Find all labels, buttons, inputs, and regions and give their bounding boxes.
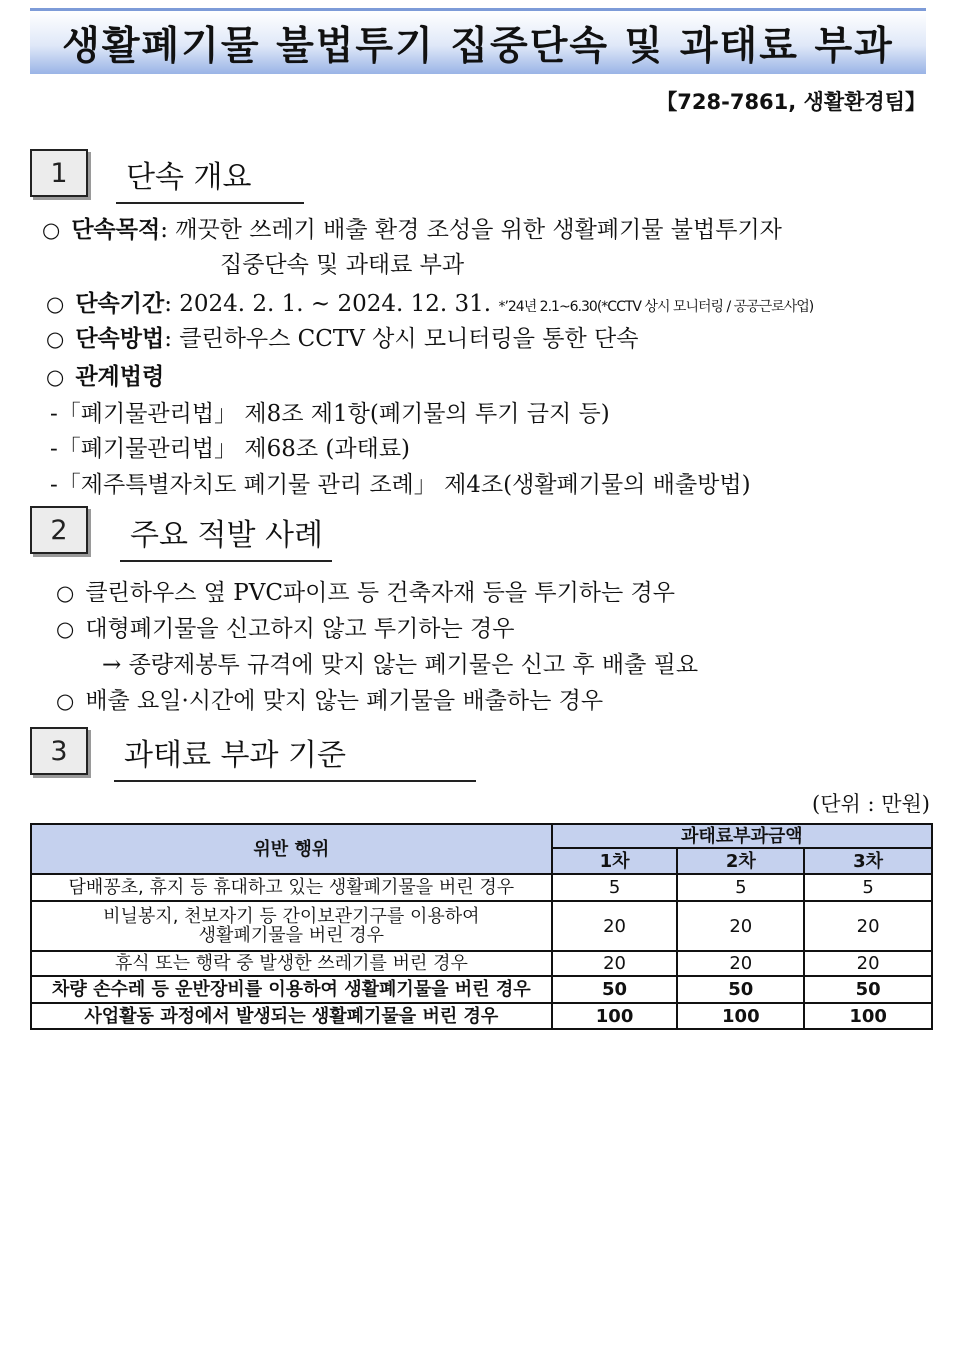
amount-cell: 100 [804,1003,932,1029]
section-3-number: 3 [30,727,88,775]
case-item: ○ 클린하우스 옆 PVC파이프 등 건축자재 등을 투기하는 경우 [56,580,675,606]
circle-bullet-icon: ○ [56,689,75,713]
law-item: -「제주특별자치도 폐기물 관리 조례」 제4조(생활폐기물의 배출방법) [50,472,751,498]
section-2-number: 2 [30,506,88,554]
amount-cell: 5 [677,874,804,901]
period-text: 2024. 2. 1. ~ 2024. 12. 31. [179,291,492,317]
method-label: 단속방법 [75,326,165,352]
law-item: -「폐기물관리법」 제8조 제1항(폐기물의 투기 금지 등) [50,401,610,427]
section-1-heading: 단속 개요 [116,152,304,204]
table-row [31,1003,932,1029]
amount-cell: 20 [804,901,932,951]
case-sub-item: → 종량제봉투 규격에 맞지 않는 폐기물은 신고 후 배출 필요 [102,652,699,678]
circle-bullet-icon: ○ [46,365,65,389]
amount-cell: 20 [552,901,678,951]
header-1st: 1차 [552,848,678,874]
fine-table [30,823,933,1030]
header-2nd: 2차 [677,848,804,874]
method-text: 클린하우스 CCTV 상시 모니터링을 통한 단속 [179,326,639,352]
amount-cell: 5 [804,874,932,901]
purpose-text-cont: 집중단속 및 과태료 부과 [220,252,465,278]
header-violation: 위반 행위 [31,824,552,874]
amount-cell: 100 [552,1003,678,1029]
amount-cell: 20 [552,951,678,976]
amount-cell: 20 [804,951,932,976]
contact-info: 【728-7861, 생활환경팀】 [656,90,926,114]
case-item: ○ 배출 요일·시간에 맞지 않는 폐기물을 배출하는 경우 [56,688,604,714]
violation-cell: 차량 손수레 등 운반장비를 이용하여 생활폐기물을 버린 경우 [31,976,552,1003]
purpose-line: ○ 단속목적: 깨끗한 쓰레기 배출 환경 조성을 위한 생활폐기물 불법투기자 [42,217,782,243]
amount-cell: 50 [804,976,932,1003]
purpose-label: 단속목적 [71,217,161,243]
law-label: 관계법령 [75,364,165,390]
header-3rd: 3차 [804,848,932,874]
section-2-heading: 주요 적발 사례 [120,510,332,562]
unit-label: (단위 : 만원) [812,792,930,816]
period-label: 단속기간 [75,291,165,317]
amount-cell: 20 [677,901,804,951]
page-title: 생활폐기물 불법투기 집중단속 및 과태료 부과 [62,23,894,69]
circle-bullet-icon: ○ [46,327,65,351]
period-line: ○ 단속기간: 2024. 2. 1. ~ 2024. 12. 31. *’24년 2.1~6.30(*CCTV 상시 모니터링 / 공공근로사업) [46,291,814,317]
amount-cell: 5 [552,874,678,901]
violation-cell: 비닐봉지, 천보자기 등 간이보관기구를 이용하여 생활폐기물을 버린 경우 [31,901,552,951]
circle-bullet-icon: ○ [56,581,75,605]
table-row [31,901,932,951]
table-row [31,976,932,1003]
circle-bullet-icon: ○ [46,292,65,316]
table-row [31,874,932,901]
amount-cell: 50 [677,976,804,1003]
amount-cell: 100 [677,1003,804,1029]
violation-cell: 담배꽁초, 휴지 등 휴대하고 있는 생활폐기물을 버린 경우 [31,874,552,901]
table-row [31,951,932,976]
circle-bullet-icon: ○ [42,218,61,242]
header-amount: 과태료부과금액 [552,824,932,848]
law-line [46,358,164,391]
section-1-number: 1 [30,149,88,197]
case-item: ○ 대형폐기물을 신고하지 않고 투기하는 경우 [56,616,515,642]
violation-cell: 사업활동 과정에서 발생되는 생활폐기물을 버린 경우 [31,1003,552,1029]
circle-bullet-icon: ○ [56,617,75,641]
violation-cell: 휴식 또는 행락 중 발생한 쓰레기를 버린 경우 [31,951,552,976]
method-line: ○ 단속방법: 클린하우스 CCTV 상시 모니터링을 통한 단속 [46,326,639,352]
section-3-heading: 과태료 부과 기준 [114,730,476,782]
amount-cell: 50 [552,976,678,1003]
title-banner [30,8,926,74]
law-item: -「폐기물관리법」 제68조 (과태료) [50,436,411,462]
period-note: *’24년 2.1~6.30(*CCTV 상시 모니터링 / 공공근로사업) [498,299,814,315]
amount-cell: 20 [677,951,804,976]
purpose-text: 깨끗한 쓰레기 배출 환경 조성을 위한 생활폐기물 불법투기자 [175,217,782,243]
